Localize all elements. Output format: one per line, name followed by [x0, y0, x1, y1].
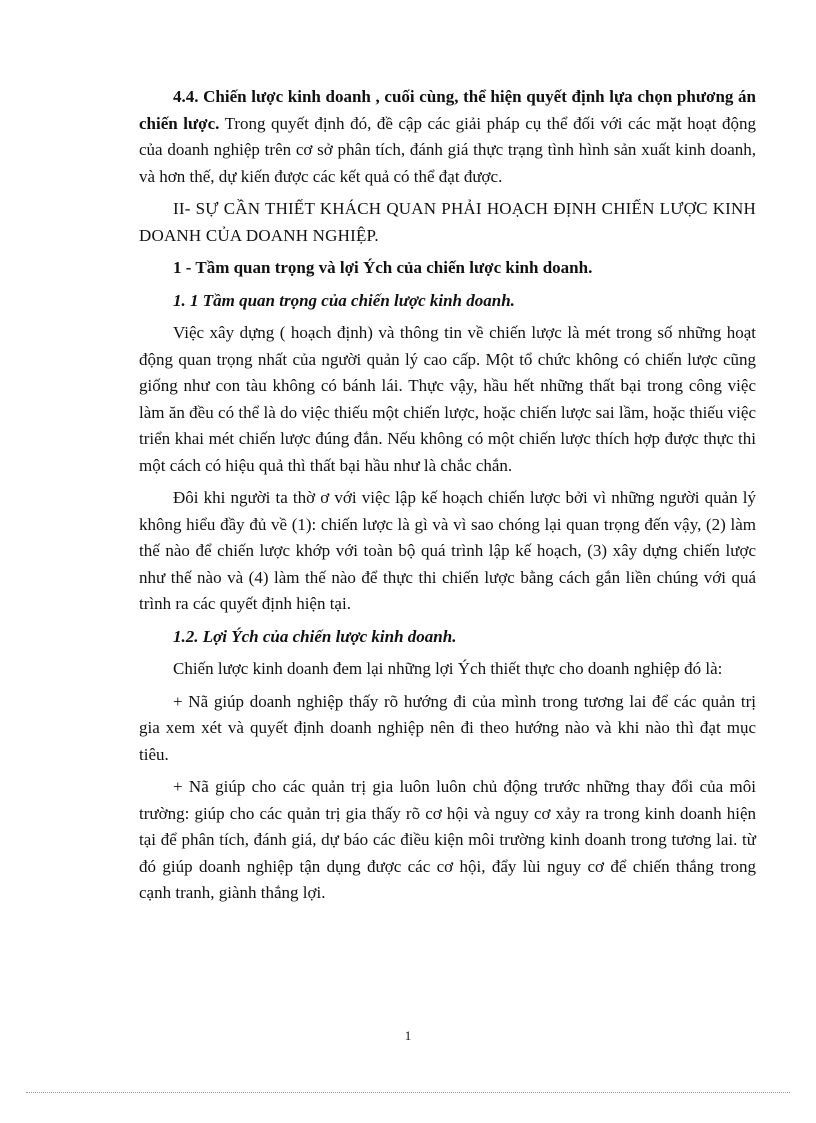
- section-4-4-bold-lead: 4.4. Chiến lược kinh doanh , cuối cùng, thể hiện quyết định lựa chọn phương án chiến lược.: [139, 87, 756, 133]
- page-number: 1: [404, 1028, 412, 1043]
- heading-1-1: 1. 1 Tầm quan trọng của chiến lược kinh doanh.: [173, 290, 515, 310]
- page-body: [139, 84, 756, 907]
- heading-section-ii: II- SỰ CẦN THIẾT KHÁCH QUAN PHẢI HOẠCH ĐỊNH CHIẾN LƯỢC KINH DOANH CỦA DOANH NGHIỆP.: [139, 199, 756, 245]
- section-4-4-paragraph: [139, 84, 756, 190]
- paragraph-importance: Việc xây dựng ( hoạch định) và thông tin về chiến lược là mét trong số những hoạt động quan trọng nhất của người quản lý cao cấp. Một tổ chức không có chiến lược cũng giống như con tàu không có bánh lái. Thực vậy, hầu hết những thất bại trong công việc làm ăn đều có thể là do việc thiếu một chiến lược, hoặc chiến lược sai lầm, hoặc thiếu việc triển khai mét chiến lược đúng đắn. Nếu không có một chiến lược thích hợp được thực thi một cách có hiệu quả thì thất bại hầu như là chắc chắn.: [139, 323, 756, 475]
- paragraph-neglect: Đôi khi người ta thờ ơ với việc lập kế hoạch chiến lược bởi vì những người quản lý không hiểu đầy đủ về (1): chiến lược là gì và vì sao chóng lại quan trọng đến vậy, (2) làm thế nào để chiến lược khớp với toàn bộ quá trình lập kế hoạch, (3) xây dựng chiến lược như thế nào và (4) làm thế nào để thực thi chiến lược bằng cách gắn liền chúng với quá trình ra các quyết định hiện tại.: [139, 488, 756, 613]
- paragraph-benefit-proactive: + Nã giúp cho các quản trị gia luôn luôn chủ động trước những thay đổi của môi trường: giúp cho các quản trị gia thấy rõ cơ hội và nguy cơ xảy ra trong kinh doanh hiện tại để phân tích, đánh giá, dự báo các điều kiện môi trường kinh doanh trong tương lai. từ đó giúp doanh nghiệp tận dụng được các cơ hội, đẩy lùi nguy cơ để chiến thắng trong cạnh tranh, giành thắng lợi.: [139, 777, 756, 902]
- paragraph-benefit-direction: + Nã giúp doanh nghiệp thấy rõ hướng đi của mình trong tương lai để các quản trị gia xem xét và quyết định doanh nghiệp nên đi theo hướng nào và khi nào thì đạt mục tiêu.: [139, 691, 756, 764]
- paragraph-benefits-intro: Chiến lược kinh doanh đem lại những lợi Ých thiết thực cho doanh nghiệp đó là:: [173, 659, 723, 678]
- heading-1: 1 - Tầm quan trọng và lợi Ých của chiến lược kinh doanh.: [173, 258, 593, 277]
- section-4-4-text: Trong quyết định đó, đề cập các giải pháp cụ thể đối với các mặt hoạt động của doanh nghiệp trên cơ sở phân tích, đánh giá thực trạng tình hình sản xuất kinh doanh, và hơn thế, dự kiến được các kết quả có thể đạt được.: [139, 113, 756, 186]
- page-bottom-divider: [26, 1092, 790, 1093]
- heading-1-2: 1.2. Lợi Ých của chiến lược kinh doanh.: [173, 626, 457, 646]
